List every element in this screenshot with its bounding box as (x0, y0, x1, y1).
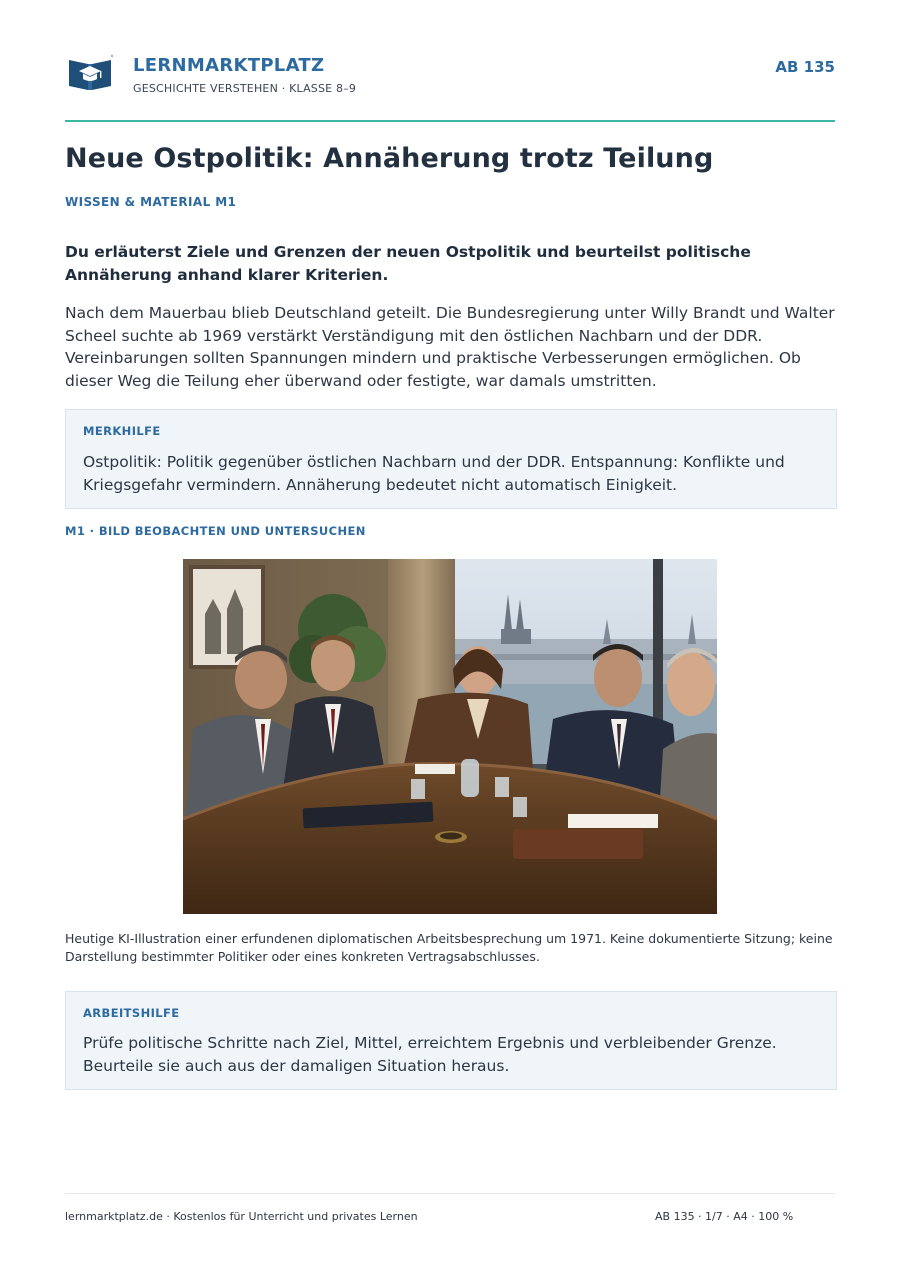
header-divider (65, 120, 835, 122)
figure-caption: Heutige KI-Illustration einer erfundenen diplomatischen Arbeitsbesprechung um 1971. Keine dokumentierte Sitzung; keine Darstellung bestimmter Politiker oder eines konkreten Vertragsabschlusses. (65, 931, 833, 964)
merkhilfe-box (65, 409, 837, 509)
arbeitshilfe-box (65, 991, 837, 1090)
learning-goal: Du erläuterst Ziele und Grenzen der neuen Ostpolitik und beurteilst politische Annäherung anhand klarer Kriterien. (65, 243, 751, 284)
material-heading: M1 · BILD BEOBACHTEN UND UNTERSUCHEN (65, 524, 366, 538)
arbeitshilfe-label: ARBEITSHILFE (83, 1006, 180, 1020)
footer-source: lernmarktplatz.de · Kostenlos für Unterricht und privates Lernen (65, 1210, 418, 1223)
footer-page-info: AB 135 · 1/7 · A4 · 100 % (655, 1210, 794, 1223)
meeting-illustration (183, 559, 717, 914)
brand-name: LERNMARKTPLATZ (133, 55, 325, 76)
arbeitshilfe-text: Prüfe politische Schritte nach Ziel, Mittel, erreichtem Ergebnis und verbleibender Grenze. Beurteile sie auch aus der damaligen Situation heraus. (83, 1034, 777, 1075)
graduation-cap-book-icon (67, 54, 113, 92)
merkhilfe-text: Ostpolitik: Politik gegenüber östlichen Nachbarn und der DDR. Entspannung: Konflikte und Kriegsgefahr vermindern. Annäherung bedeutet nicht automatisch Einigkeit. (83, 453, 785, 494)
material-eyebrow: WISSEN & MATERIAL M1 (65, 195, 237, 209)
merkhilfe-label: MERKHILFE (83, 424, 161, 438)
page-title: Neue Ostpolitik: Annäherung trotz Teilung (65, 143, 714, 174)
sheet-id: AB 135 (775, 58, 835, 76)
intro-paragraph: Nach dem Mauerbau blieb Deutschland geteilt. Die Bundesregierung unter Willy Brandt und Walter Scheel suchte ab 1969 verstärkt Verständigung mit den östlichen Nachbarn und der DDR. Vereinbarungen sollten Spannungen mindern und praktische Verbesserungen ermöglichen. Ob dieser Weg die Teilung eher überwand oder festigte, war damals umstritten. (65, 304, 835, 391)
brand-subtitle: GESCHICHTE VERSTEHEN · KLASSE 8–9 (133, 82, 357, 95)
worksheet-page (65, 0, 835, 1273)
footer-divider (65, 1193, 835, 1194)
